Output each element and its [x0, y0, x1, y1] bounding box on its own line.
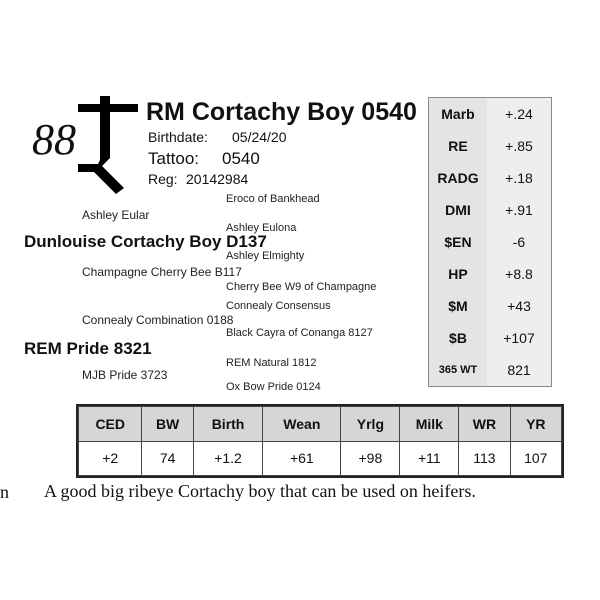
epd-cell: +11: [400, 441, 459, 476]
epd-label: RADG: [429, 162, 487, 194]
epd-cell: 107: [510, 441, 561, 476]
animal-name: RM Cortachy Boy 0540: [146, 98, 417, 126]
epd-cell: 113: [459, 441, 510, 476]
epd-label: HP: [429, 258, 487, 290]
epd-header-row: [79, 407, 562, 442]
epd-header: Birth: [193, 407, 263, 442]
epd-row: [429, 258, 551, 290]
pedigree-sire-sire-dam: Ashley Eulona: [226, 222, 297, 234]
epd-header: Yrlg: [341, 407, 400, 442]
pedigree-dam-sire-sire: Connealy Consensus: [226, 300, 331, 312]
lot-number: 88: [32, 115, 76, 164]
pedigree-dam-dam-dam: Ox Bow Pride 0124: [226, 381, 321, 393]
pedigree-sire-dam-sire: Ashley Elmighty: [226, 250, 305, 262]
pedigree-sire-dam-dam: Cherry Bee W9 of Champagne: [226, 281, 377, 293]
epd-cell: +1.2: [193, 441, 263, 476]
epd-label: $B: [429, 322, 487, 354]
epd-header: Milk: [400, 407, 459, 442]
brand-mark-icon: [72, 96, 142, 196]
pedigree-dam: REM Pride 8321: [24, 339, 152, 358]
tattoo-label: Tattoo:: [148, 149, 200, 168]
pedigree-dam-dam: MJB Pride 3723: [82, 368, 168, 382]
epd-header: CED: [79, 407, 142, 442]
epd-label: DMI: [429, 194, 487, 226]
epd-row: [429, 322, 551, 354]
epd-header: Wean: [263, 407, 341, 442]
epd-header: BW: [142, 407, 193, 442]
edge-text-fragment: n: [0, 482, 9, 502]
epd-value: +8.8: [505, 266, 533, 282]
epd-value: +107: [503, 330, 535, 346]
epd-row: [429, 98, 551, 130]
epd-value: +43: [507, 298, 531, 314]
epd-row: [429, 162, 551, 194]
epd-row: [429, 226, 551, 258]
epd-cell: 74: [142, 441, 193, 476]
epd-value: -6: [512, 234, 526, 250]
epd-cell: +98: [341, 441, 400, 476]
birthdate-value: 05/24/20: [232, 129, 287, 145]
lot-description: A good big ribeye Cortachy boy that can be used on heifers.: [44, 481, 476, 501]
epd-label: $EN: [429, 226, 487, 258]
epd-row: [429, 194, 551, 226]
reg-value: 20142984: [186, 171, 249, 187]
pedigree-dam-sire-dam: Black Cayra of Conanga 8127: [226, 327, 373, 339]
epd-row: [429, 130, 551, 162]
birthdate-label: Birthdate:: [148, 129, 208, 145]
epd-label: $M: [429, 290, 487, 322]
epd-cell: +2: [79, 441, 142, 476]
pedigree-sire-dam: Champagne Cherry Bee B117: [82, 265, 242, 279]
epd-value-row: [79, 441, 562, 476]
epd-row: [429, 290, 551, 322]
pedigree-sire-sire-sire: Eroco of Bankhead: [226, 193, 320, 205]
pedigree-dam-dam-sire: REM Natural 1812: [226, 357, 317, 369]
epd-label: 365 WT: [429, 354, 487, 386]
epd-cell: +61: [263, 441, 341, 476]
epd-value: 821: [507, 362, 531, 378]
reg-label: Reg:: [148, 171, 178, 187]
epd-header: YR: [510, 407, 561, 442]
epd-value: +.18: [505, 170, 533, 186]
pedigree-sire-sire: Ashley Eular: [82, 208, 150, 222]
epd-bottom-table: [76, 404, 564, 478]
epd-value: +.91: [505, 202, 533, 218]
epd-header: WR: [459, 407, 510, 442]
epd-side-table: [428, 97, 552, 387]
pedigree-sire: Dunlouise Cortachy Boy D137: [24, 232, 267, 251]
epd-label: Marb: [429, 98, 487, 130]
pedigree-dam-sire: Connealy Combination 0188: [82, 313, 234, 327]
epd-row: [429, 354, 551, 386]
epd-value: +.24: [505, 106, 533, 122]
epd-label: RE: [429, 130, 487, 162]
tattoo-value: 0540: [222, 149, 260, 168]
epd-value: +.85: [505, 138, 533, 154]
